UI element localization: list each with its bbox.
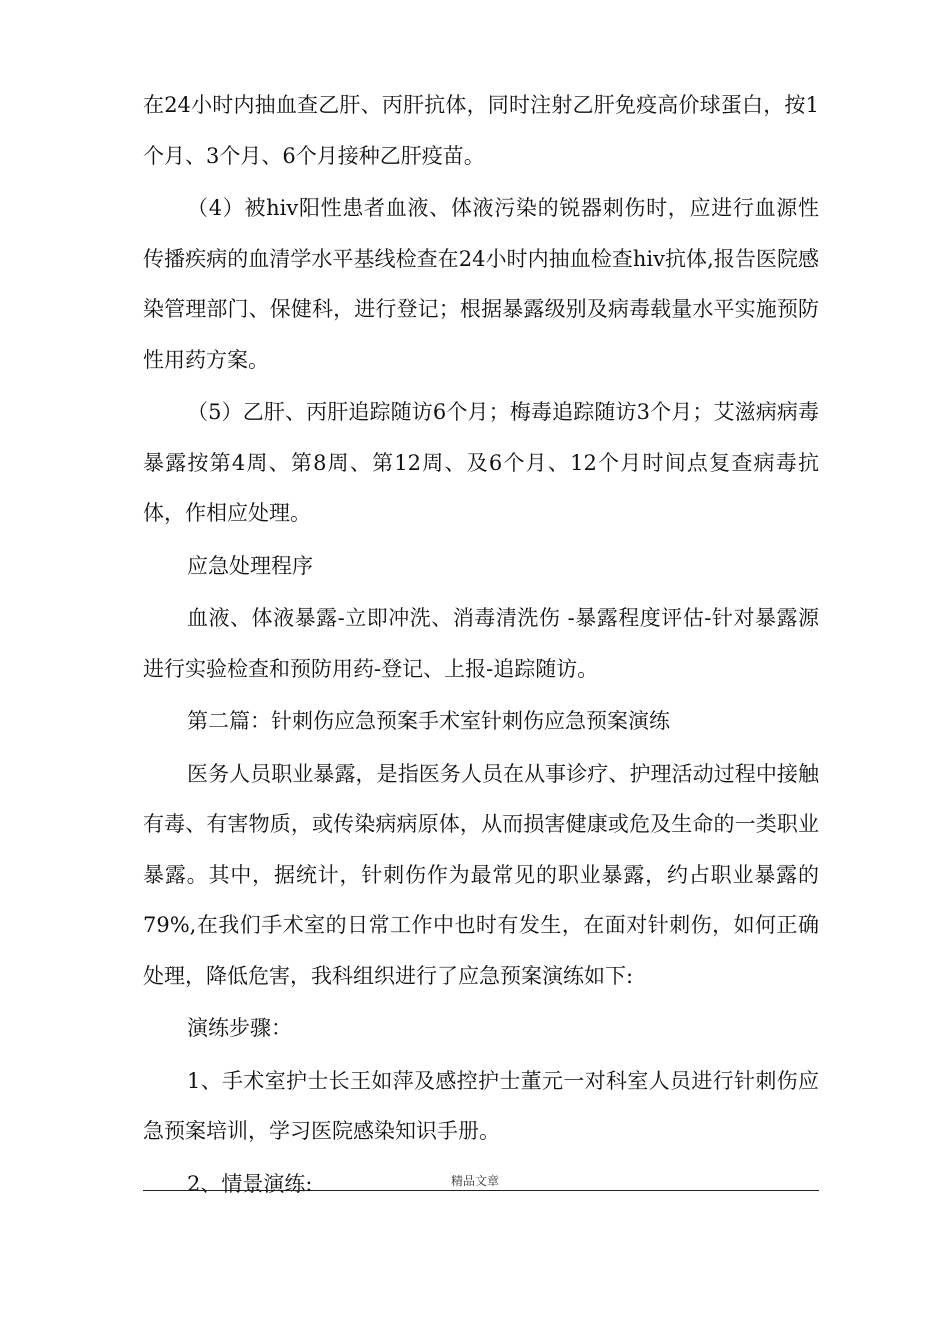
paragraph-10: 2、情景演练:	[187, 1171, 313, 1196]
paragraph-9: 1、手术室护士长王如萍及感控护士董元一对科室人员进行针刺伤应急预案培训，学习医院感染知识手册。	[143, 1068, 819, 1143]
footer-label: 精品文章	[450, 1174, 499, 1188]
section-heading-steps: 演练步骤：	[187, 1016, 292, 1040]
section-heading-part-two: 第二篇：针刺伤应急预案手术室针刺伤应急预案演练	[187, 709, 670, 733]
paragraph-1: 在24小时内抽血查乙肝、丙肝抗体，同时注射乙肝免疫高价球蛋白，按1个月、3个月、6个月接种乙肝疫苗。	[143, 93, 819, 168]
document-body	[143, 80, 819, 1209]
paragraph-7: 医务人员职业暴露，是指医务人员在从事诊疗、护理活动过程中接触有毒、有害物质，或传染病病原体，从而损害健康或危及生命的一类职业暴露。其中，据统计，针刺伤作为最常见的职业暴露，约占职业暴露的79%,在我们手术室的日常工作中也时有发生，在面对针刺伤，如何正确处理，降低危害，我科组织进行了应急预案演练如下:	[143, 761, 819, 988]
paragraph-2: （4）被hiv阳性患者血液、体液污染的锐器刺伤时，应进行血源性传播疾病的血清学水平基线检查在24小时内抽血检查hiv抗体,报告医院感染管理部门、保健科，进行登记；根据暴露级别及病毒载量水平实施预防性用药方案。	[143, 196, 819, 372]
paragraph-3: （5）乙肝、丙肝追踪随访6个月；梅毒追踪随访3个月；艾滋病病毒暴露按第4周、第8周、第12周、及6个月、12个月时间点复查病毒抗体，作相应处理。	[143, 400, 819, 525]
section-heading-procedure: 应急处理程序	[187, 553, 313, 578]
footer-divider	[143, 1190, 819, 1191]
paragraph-5: 血液、体液暴露-立即冲洗、消毒清洗伤 -暴露程度评估-针对暴露源进行实验检查和预防用药-登记、上报-追踪随访。	[143, 606, 819, 681]
